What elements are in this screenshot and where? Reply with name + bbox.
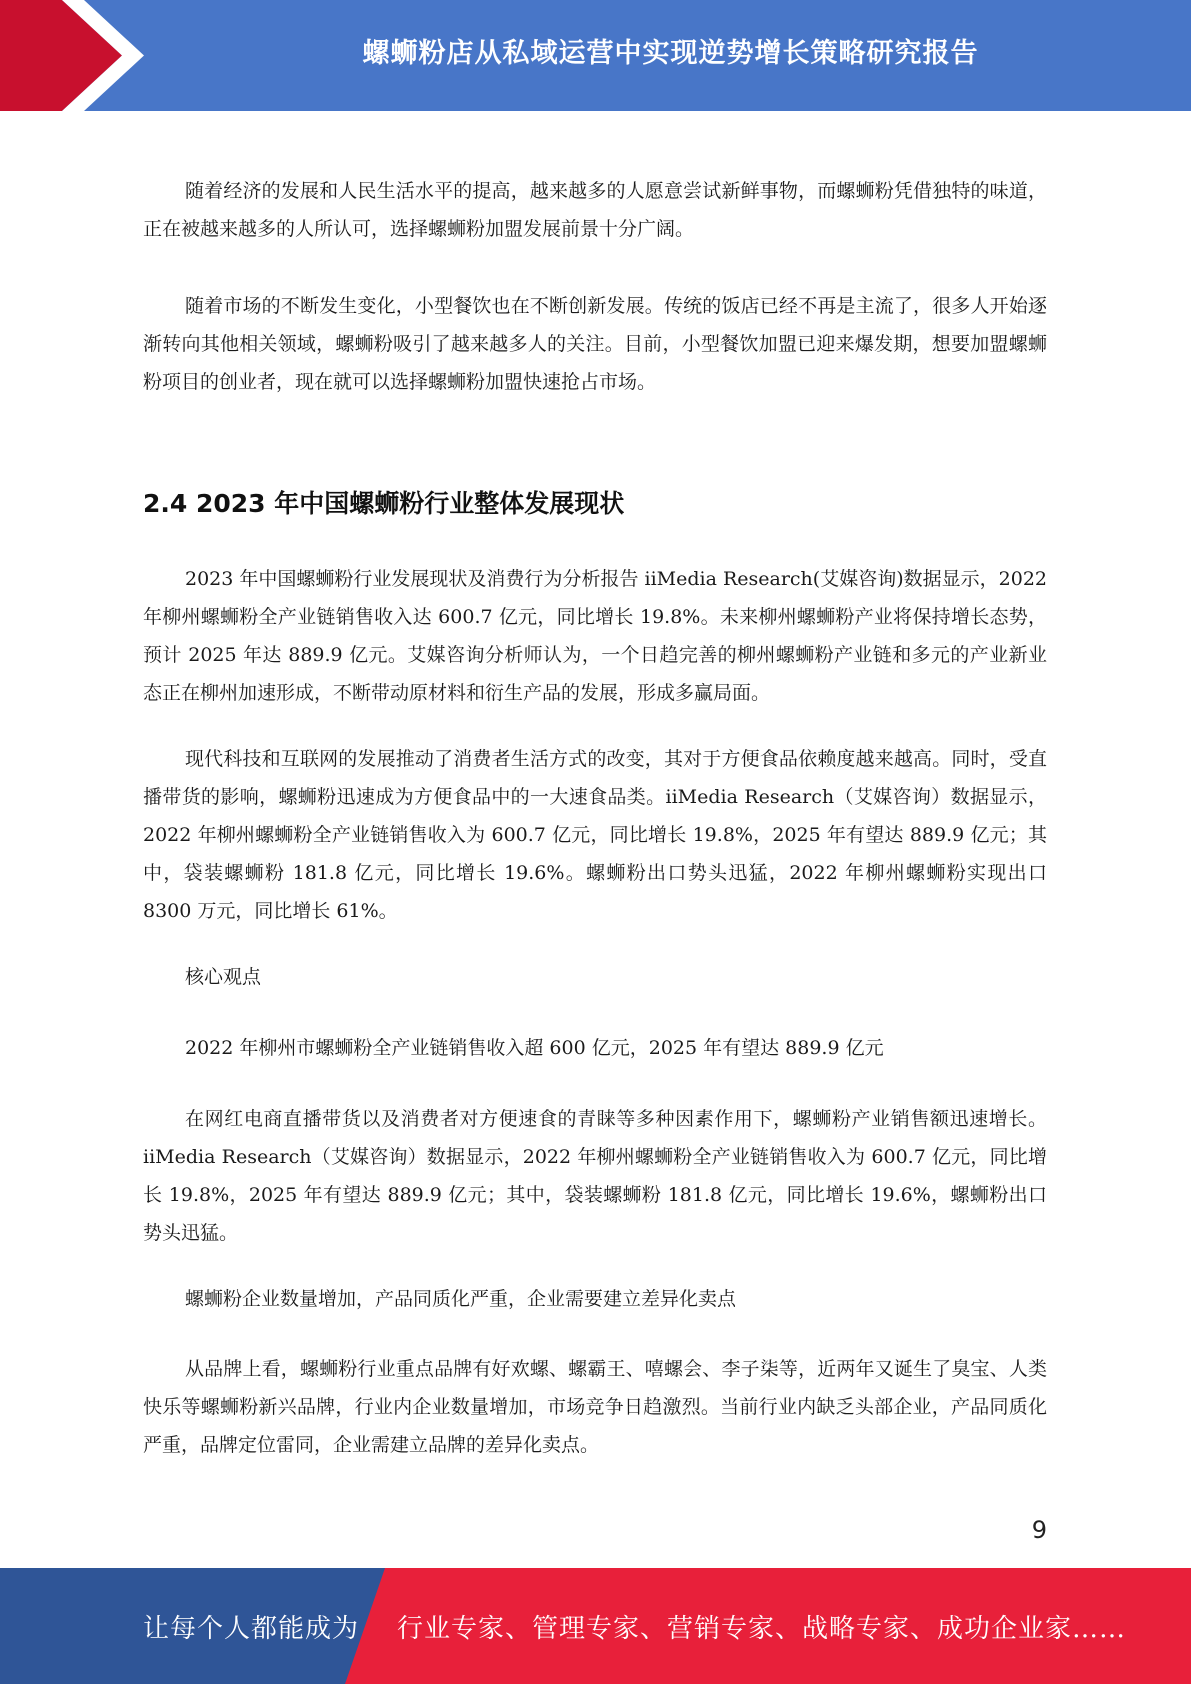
footer-slogan-right: 行业专家、管理专家、营销专家、战略专家、成功企业家…… <box>397 1613 1127 1644</box>
page-footer <box>0 1568 1191 1684</box>
key-point: 螺蛳粉企业数量增加，产品同质化严重，企业需要建立差异化卖点 <box>185 1288 737 1310</box>
subheading-core-view: 核心观点 <box>185 966 262 988</box>
page-number: 9 <box>1031 1516 1047 1544</box>
key-point: 2022 年柳州市螺蛳粉全产业链销售收入超 600 亿元，2025 年有望达 889.9 亿元 <box>185 1037 884 1059</box>
footer-slogan-left: 让每个人都能成为 <box>143 1613 360 1644</box>
paragraph: 随着经济的发展和人民生活水平的提高，越来越多的人愿意尝试新鲜事物，而螺蛳粉凭借独特的味道，正在被越来越多的人所认可，选择螺蛳粉加盟发展前景十分广阔。 <box>143 180 1047 240</box>
paragraph: 从品牌上看，螺蛳粉行业重点品牌有好欢螺、螺霸王、嘻螺会、李子柒等，近两年又诞生了臭宝、人类快乐等螺蛳粉新兴品牌，行业内企业数量增加，市场竞争日趋激烈。当前行业内缺乏头部企业，产品同质化严重，品牌定位雷同，企业需建立品牌的差异化卖点。 <box>143 1358 1047 1456</box>
section-heading: 2.4 2023 年中国螺蛳粉行业整体发展现状 <box>143 489 625 518</box>
paragraph: 随着市场的不断发生变化，小型餐饮也在不断创新发展。传统的饭店已经不再是主流了，很多人开始逐渐转向其他相关领域，螺蛳粉吸引了越来越多人的关注。目前，小型餐饮加盟已迎来爆发期，想要加盟螺蛳粉项目的创业者，现在就可以选择螺蛳粉加盟快速抢占市场。 <box>143 295 1047 393</box>
header-arrow-graphic <box>0 0 150 111</box>
paragraph: 2023 年中国螺蛳粉行业发展现状及消费行为分析报告 iiMedia Research(艾媒咨询)数据显示，2022 年柳州螺蛳粉全产业链销售收入达 600.7 亿元，同比增长 19.8%。未来柳州螺蛳粉产业将保持增长态势，预计 2025 年达 889.9 亿元。艾媒咨询分析师认为，一个日趋完善的柳州螺蛳粉产业链和多元的产业新业态正在柳州加速形成，不断带动原材料和衍生产品的发展，形成多赢局面。 <box>143 568 1047 704</box>
paragraph: 现代科技和互联网的发展推动了消费者生活方式的改变，其对于方便食品依赖度越来越高。同时，受直播带货的影响，螺蛳粉迅速成为方便食品中的一大速食品类。iiMedia Research（艾媒咨询）数据显示，2022 年柳州螺蛳粉全产业链销售收入为 600.7 亿元，同比增长 19.8%，2025 年有望达 889.9 亿元；其中，袋装螺蛳粉 181.8 亿元，同比增长 19.6%。螺蛳粉出口势头迅猛，2022 年柳州螺蛳粉实现出口 8300 万元，同比增长 61%。 <box>143 748 1047 922</box>
report-title: 螺蛳粉店从私域运营中实现逆势增长策略研究报告 <box>362 37 979 69</box>
page-header <box>0 0 1191 111</box>
paragraph: 在网红电商直播带货以及消费者对方便速食的青睐等多种因素作用下，螺蛳粉产业销售额迅速增长。iiMedia Research（艾媒咨询）数据显示，2022 年柳州螺蛳粉全产业链销售收入为 600.7 亿元，同比增长 19.8%，2025 年有望达 889.9 亿元；其中，袋装螺蛳粉 181.8 亿元，同比增长 19.6%，螺蛳粉出口势头迅猛。 <box>143 1108 1047 1244</box>
